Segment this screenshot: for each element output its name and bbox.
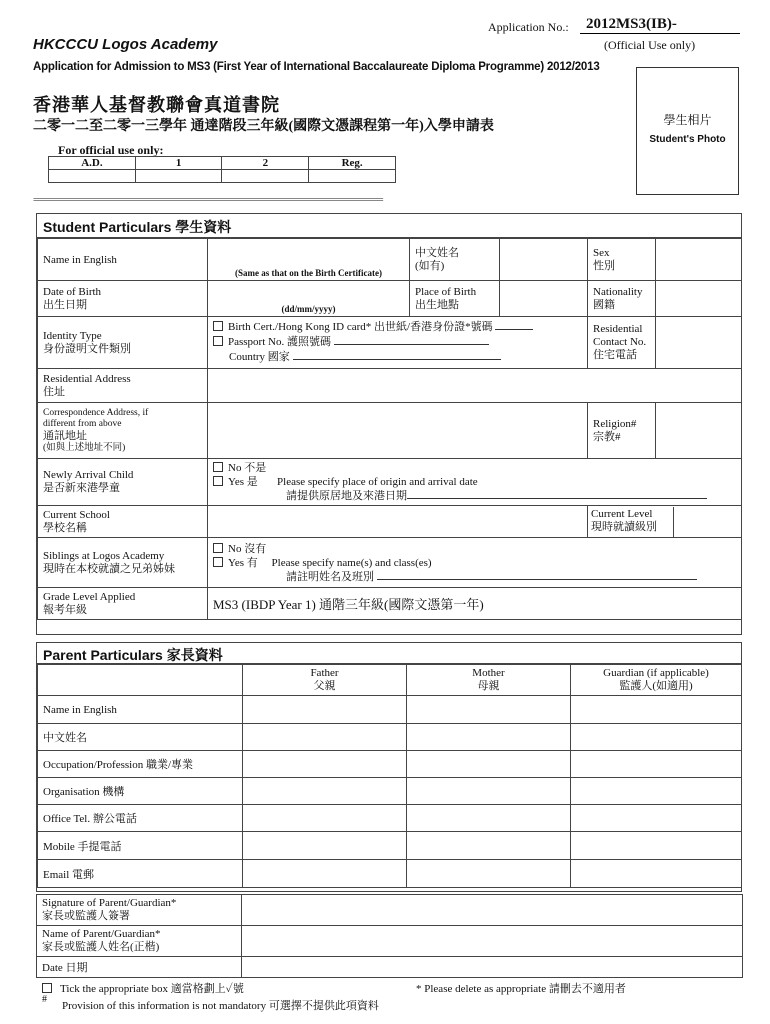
siblings-specify-zh: 請註明姓名及班別 <box>286 570 374 583</box>
country-label: Country 國家 <box>229 351 290 363</box>
checkbox-birth-cert[interactable] <box>213 321 223 331</box>
newly-specify-field[interactable] <box>407 498 707 499</box>
mother-name-en-field[interactable] <box>407 696 571 724</box>
school-name-zh: 香港華人基督教聯會真道書院 <box>33 95 280 115</box>
parent-row-label: Office Tel. 辦公電話 <box>38 805 243 832</box>
parent-name-label: Name of Parent/Guardian* 家長或監護人姓名(正楷) <box>37 926 242 957</box>
mother-office-tel-field[interactable] <box>407 805 571 832</box>
parent-header-blank <box>38 665 243 696</box>
footer-delete-note: * Please delete as appropriate 請刪去不適用者 <box>416 983 626 995</box>
mother-email-field[interactable] <box>407 860 571 888</box>
current-level-label: Current Level 現時就讀級別 <box>588 507 674 537</box>
newly-no-label: No 不是 <box>228 462 267 474</box>
grade-applied-label: Grade Level Applied 報考年級 <box>38 588 208 620</box>
official-use-table <box>48 156 396 183</box>
current-school-field[interactable] <box>208 506 588 538</box>
current-school-label: Current School 學校名稱 <box>38 506 208 538</box>
father-mobile-field[interactable] <box>243 832 407 860</box>
same-as-cert-note: (Same as that on the Birth Certificate) <box>235 268 382 278</box>
application-number-value: 2012MS3(IB)- <box>580 16 740 34</box>
parent-row-label: Mobile 手提電話 <box>38 832 243 860</box>
official-use-note: (Official Use only) <box>604 38 696 52</box>
father-header: Father 父親 <box>243 665 407 696</box>
correspondence-address-label: Correspondence Address, if different from above 通訊地址 (如與上述地址不同) <box>38 403 208 459</box>
parent-row-label: Name in English <box>38 696 243 724</box>
chinese-name-field[interactable] <box>500 239 588 281</box>
guardian-email-field[interactable] <box>571 860 742 888</box>
dob-format-note: (dd/mm/yyyy) <box>281 304 336 314</box>
official-header-reg: Reg. <box>309 157 396 170</box>
siblings-label: Siblings at Logos Academy 現時在本校就讀之兄弟姊妹 <box>38 538 208 588</box>
footer-provision-note: Provision of this information is not mandatory 可選擇不提供此項資料 <box>62 1000 379 1012</box>
tick-box-legend-icon <box>42 983 52 993</box>
official-cell-reg[interactable] <box>309 170 396 183</box>
id-option-passport: Passport No. 護照號碼 <box>228 336 331 348</box>
form-subtitle-en: Application for Admission to MS3 (First Year of International Baccalaureate Diploma Programme) 2012/2013 <box>33 61 600 73</box>
signature-table <box>36 894 743 978</box>
father-email-field[interactable] <box>243 860 407 888</box>
name-en-label: Name in English <box>38 239 208 281</box>
mother-occupation-field[interactable] <box>407 751 571 778</box>
official-header-ad: A.D. <box>49 157 136 170</box>
religion-label: Religion# 宗教# <box>588 403 656 459</box>
newly-arrival-options <box>208 459 742 506</box>
id-option-birth-cert: Birth Cert./Hong Kong ID card* 出世紙/香港身份證*號碼 <box>228 321 493 333</box>
guardian-name-en-field[interactable] <box>571 696 742 724</box>
residential-address-field[interactable] <box>208 369 742 403</box>
official-cell-1[interactable] <box>135 170 222 183</box>
pob-label: Place of Birth 出生地點 <box>410 281 500 317</box>
chinese-name-label: 中文姓名 (如有) <box>410 239 500 281</box>
correspondence-address-field[interactable] <box>208 403 588 459</box>
divider-line: =============================================================================================== <box>33 195 383 205</box>
residential-contact-field[interactable] <box>656 317 742 369</box>
father-name-zh-field[interactable] <box>243 724 407 751</box>
father-occupation-field[interactable] <box>243 751 407 778</box>
checkbox-newly-no[interactable] <box>213 462 223 472</box>
guardian-organisation-field[interactable] <box>571 778 742 805</box>
checkbox-passport[interactable] <box>213 336 223 346</box>
siblings-no-label: No 沒有 <box>228 542 267 555</box>
student-section-title: Student Particulars 學生資料 <box>37 214 741 238</box>
application-number-label: Application No.: <box>488 20 569 34</box>
pob-field[interactable] <box>500 281 588 317</box>
parent-section <box>36 642 742 892</box>
dob-field[interactable] <box>208 281 410 317</box>
id-type-label: Identity Type 身份證明文件類別 <box>38 317 208 369</box>
mother-mobile-field[interactable] <box>407 832 571 860</box>
official-header-2: 2 <box>222 157 309 170</box>
guardian-mobile-field[interactable] <box>571 832 742 860</box>
footer-tick-note: Tick the appropriate box 適當格劃上✓號 <box>42 980 244 996</box>
mother-name-zh-field[interactable] <box>407 724 571 751</box>
checkbox-newly-yes[interactable] <box>213 476 223 486</box>
nationality-field[interactable] <box>656 281 742 317</box>
guardian-header: Guardian (if applicable) 監護人(如適用) <box>571 665 742 696</box>
parent-row-label: Organisation 機構 <box>38 778 243 805</box>
religion-field[interactable] <box>656 403 742 459</box>
parent-row-label: Email 電郵 <box>38 860 243 888</box>
guardian-name-zh-field[interactable] <box>571 724 742 751</box>
school-name-en: HKCCCU Logos Academy <box>33 36 218 53</box>
id-type-options <box>208 317 588 369</box>
guardian-occupation-field[interactable] <box>571 751 742 778</box>
sex-label: Sex 性別 <box>588 239 656 281</box>
current-level-cell <box>588 506 742 538</box>
student-photo-box[interactable] <box>636 67 739 195</box>
date-field[interactable] <box>242 957 743 978</box>
newly-specify-en: Please specify place of origin and arrival date <box>277 476 478 488</box>
residential-contact-label: Residential Contact No. 住宅電話 <box>588 317 656 369</box>
signature-field[interactable] <box>242 895 743 926</box>
checkbox-siblings-no[interactable] <box>213 543 223 553</box>
dob-label: Date of Birth 出生日期 <box>38 281 208 317</box>
passport-number-field[interactable] <box>334 344 489 345</box>
current-level-field[interactable] <box>674 507 741 537</box>
name-en-field[interactable] <box>208 239 410 281</box>
photo-label-en: Student's Photo <box>649 134 726 145</box>
newly-arrival-label: Newly Arrival Child 是否新來港學童 <box>38 459 208 506</box>
mother-header: Mother 母親 <box>407 665 571 696</box>
guardian-office-tel-field[interactable] <box>571 805 742 832</box>
siblings-specify-field[interactable] <box>377 579 697 580</box>
official-use-title: For official use only: <box>58 143 164 157</box>
official-header-1: 1 <box>135 157 222 170</box>
checkbox-siblings-yes[interactable] <box>213 557 223 567</box>
siblings-options <box>208 538 742 588</box>
father-organisation-field[interactable] <box>243 778 407 805</box>
newly-yes-label: Yes 是 <box>228 476 258 488</box>
grade-applied-value: MS3 (IBDP Year 1) 通階三年級(國際文憑第一年) <box>208 588 742 620</box>
footer-hash-mark: # <box>42 994 47 1005</box>
signature-label: Signature of Parent/Guardian* 家長或監護人簽署 <box>37 895 242 926</box>
father-name-en-field[interactable] <box>243 696 407 724</box>
nationality-label: Nationality 國籍 <box>588 281 656 317</box>
siblings-specify-en: Please specify name(s) and class(es) <box>271 556 432 569</box>
newly-specify-zh: 請提供原居地及來港日期 <box>286 490 407 502</box>
siblings-yes-label: Yes 有 <box>228 556 258 569</box>
parent-section-title: Parent Particulars 家長資料 <box>37 643 741 664</box>
mother-organisation-field[interactable] <box>407 778 571 805</box>
father-office-tel-field[interactable] <box>243 805 407 832</box>
photo-label-zh: 學生相片 <box>663 113 712 127</box>
sex-field[interactable] <box>656 239 742 281</box>
parent-name-field[interactable] <box>242 926 743 957</box>
country-field[interactable] <box>293 359 501 360</box>
form-subtitle-zh: 二零一二至二零一三學年 通達階段三年級(國際文憑課程第一年)入學申請表 <box>33 119 494 134</box>
parent-row-label: 中文姓名 <box>38 724 243 751</box>
official-cell-2[interactable] <box>222 170 309 183</box>
student-section <box>36 213 742 635</box>
parent-row-label: Occupation/Profession 職業/專業 <box>38 751 243 778</box>
residential-address-label: Residential Address 住址 <box>38 369 208 403</box>
official-cell-ad[interactable] <box>49 170 136 183</box>
date-label: Date 日期 <box>37 957 242 978</box>
